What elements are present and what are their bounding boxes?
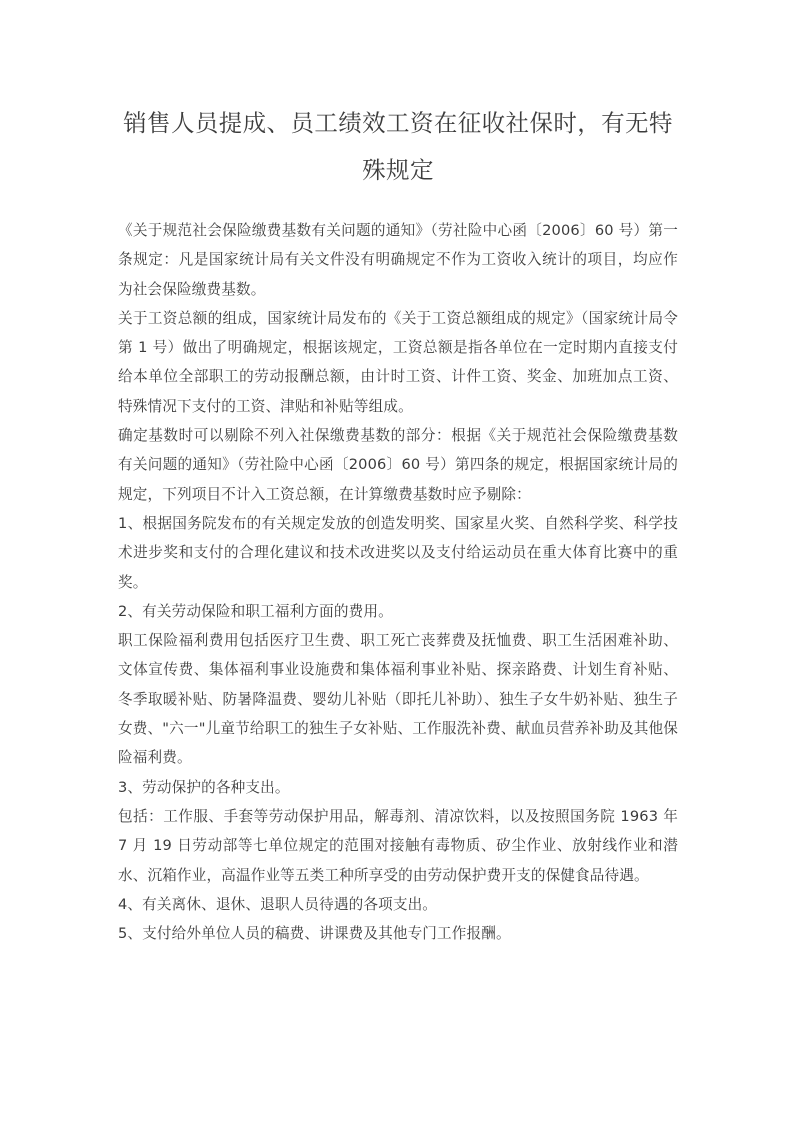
list-item-3: 3、劳动保护的各种支出。	[118, 778, 290, 796]
paragraph-welfare-detail: 职工保险福利费用包括医疗卫生费、职工死亡丧葬费及抚恤费、职工生活困难补助、文体宣传费、集体福利事业设施费和集体福利事业补贴、探亲路费、计划生育补贴、冬季取暖补贴、防暑降温费、婴幼儿补贴（即托儿补助）、独生子女牛奶补贴、独生子女费、"六一"儿童节给职工的独生子女补贴、工作服洗补费、献血员营养补助及其他保险福利费。	[118, 632, 678, 767]
document-text-block	[118, 100, 678, 948]
list-item-1: 1、根据国务院发布的有关规定发放的创造发明奖、国家星火奖、自然科学奖、科学技术进步奖和支付的合理化建议和技术改进奖以及支付给运动员在重大体育比赛中的重奖。	[118, 514, 678, 591]
page-title: 销售人员提成、员工绩效工资在征收社保时，有无特殊规定	[123, 109, 673, 184]
paragraph-2: 关于工资总额的组成，国家统计局发布的《关于工资总额组成的规定》（国家统计局令第 1 号）做出了明确规定，根据该规定，工资总额是指各单位在一定时期内直接支付给本单位全部职工的劳动报酬总额，由计时工资、计件工资、奖金、加班加点工资、特殊情况下支付的工资、津贴和补贴等组成。	[118, 309, 678, 415]
paragraph-1: 《关于规范社会保险缴费基数有关问题的通知》（劳社险中心函〔2006〕60 号）第一条规定：凡是国家统计局有关文件没有明确规定不作为工资收入统计的项目，均应作为社会保险缴费基数。	[118, 222, 678, 298]
list-item-5: 5、支付给外单位人员的稿费、讲课费及其他专门工作报酬。	[118, 925, 511, 943]
paragraph-3: 确定基数时可以剔除不列入社保缴费基数的部分：根据《关于规范社会保险缴费基数有关问题的通知》（劳社险中心函〔2006〕60 号）第四条的规定，根据国家统计局的规定，下列项目不计入工资总额，在计算缴费基数时应予剔除：	[118, 427, 678, 503]
list-item-4: 4、有关离休、退休、退职人员待遇的各项支出。	[118, 895, 438, 913]
paragraph-protection-detail: 包括：工作服、手套等劳动保护用品，解毒剂、清凉饮料，以及按照国务院 1963 年 7 月 19 日劳动部等七单位规定的范围对接触有毒物质、矽尘作业、放射线作业和潜水、沉箱作业，高温作业等五类工种所享受的由劳动保护费开支的保健食品待遇。	[118, 807, 678, 884]
list-item-2: 2、有关劳动保险和职工福利方面的费用。	[118, 602, 393, 620]
